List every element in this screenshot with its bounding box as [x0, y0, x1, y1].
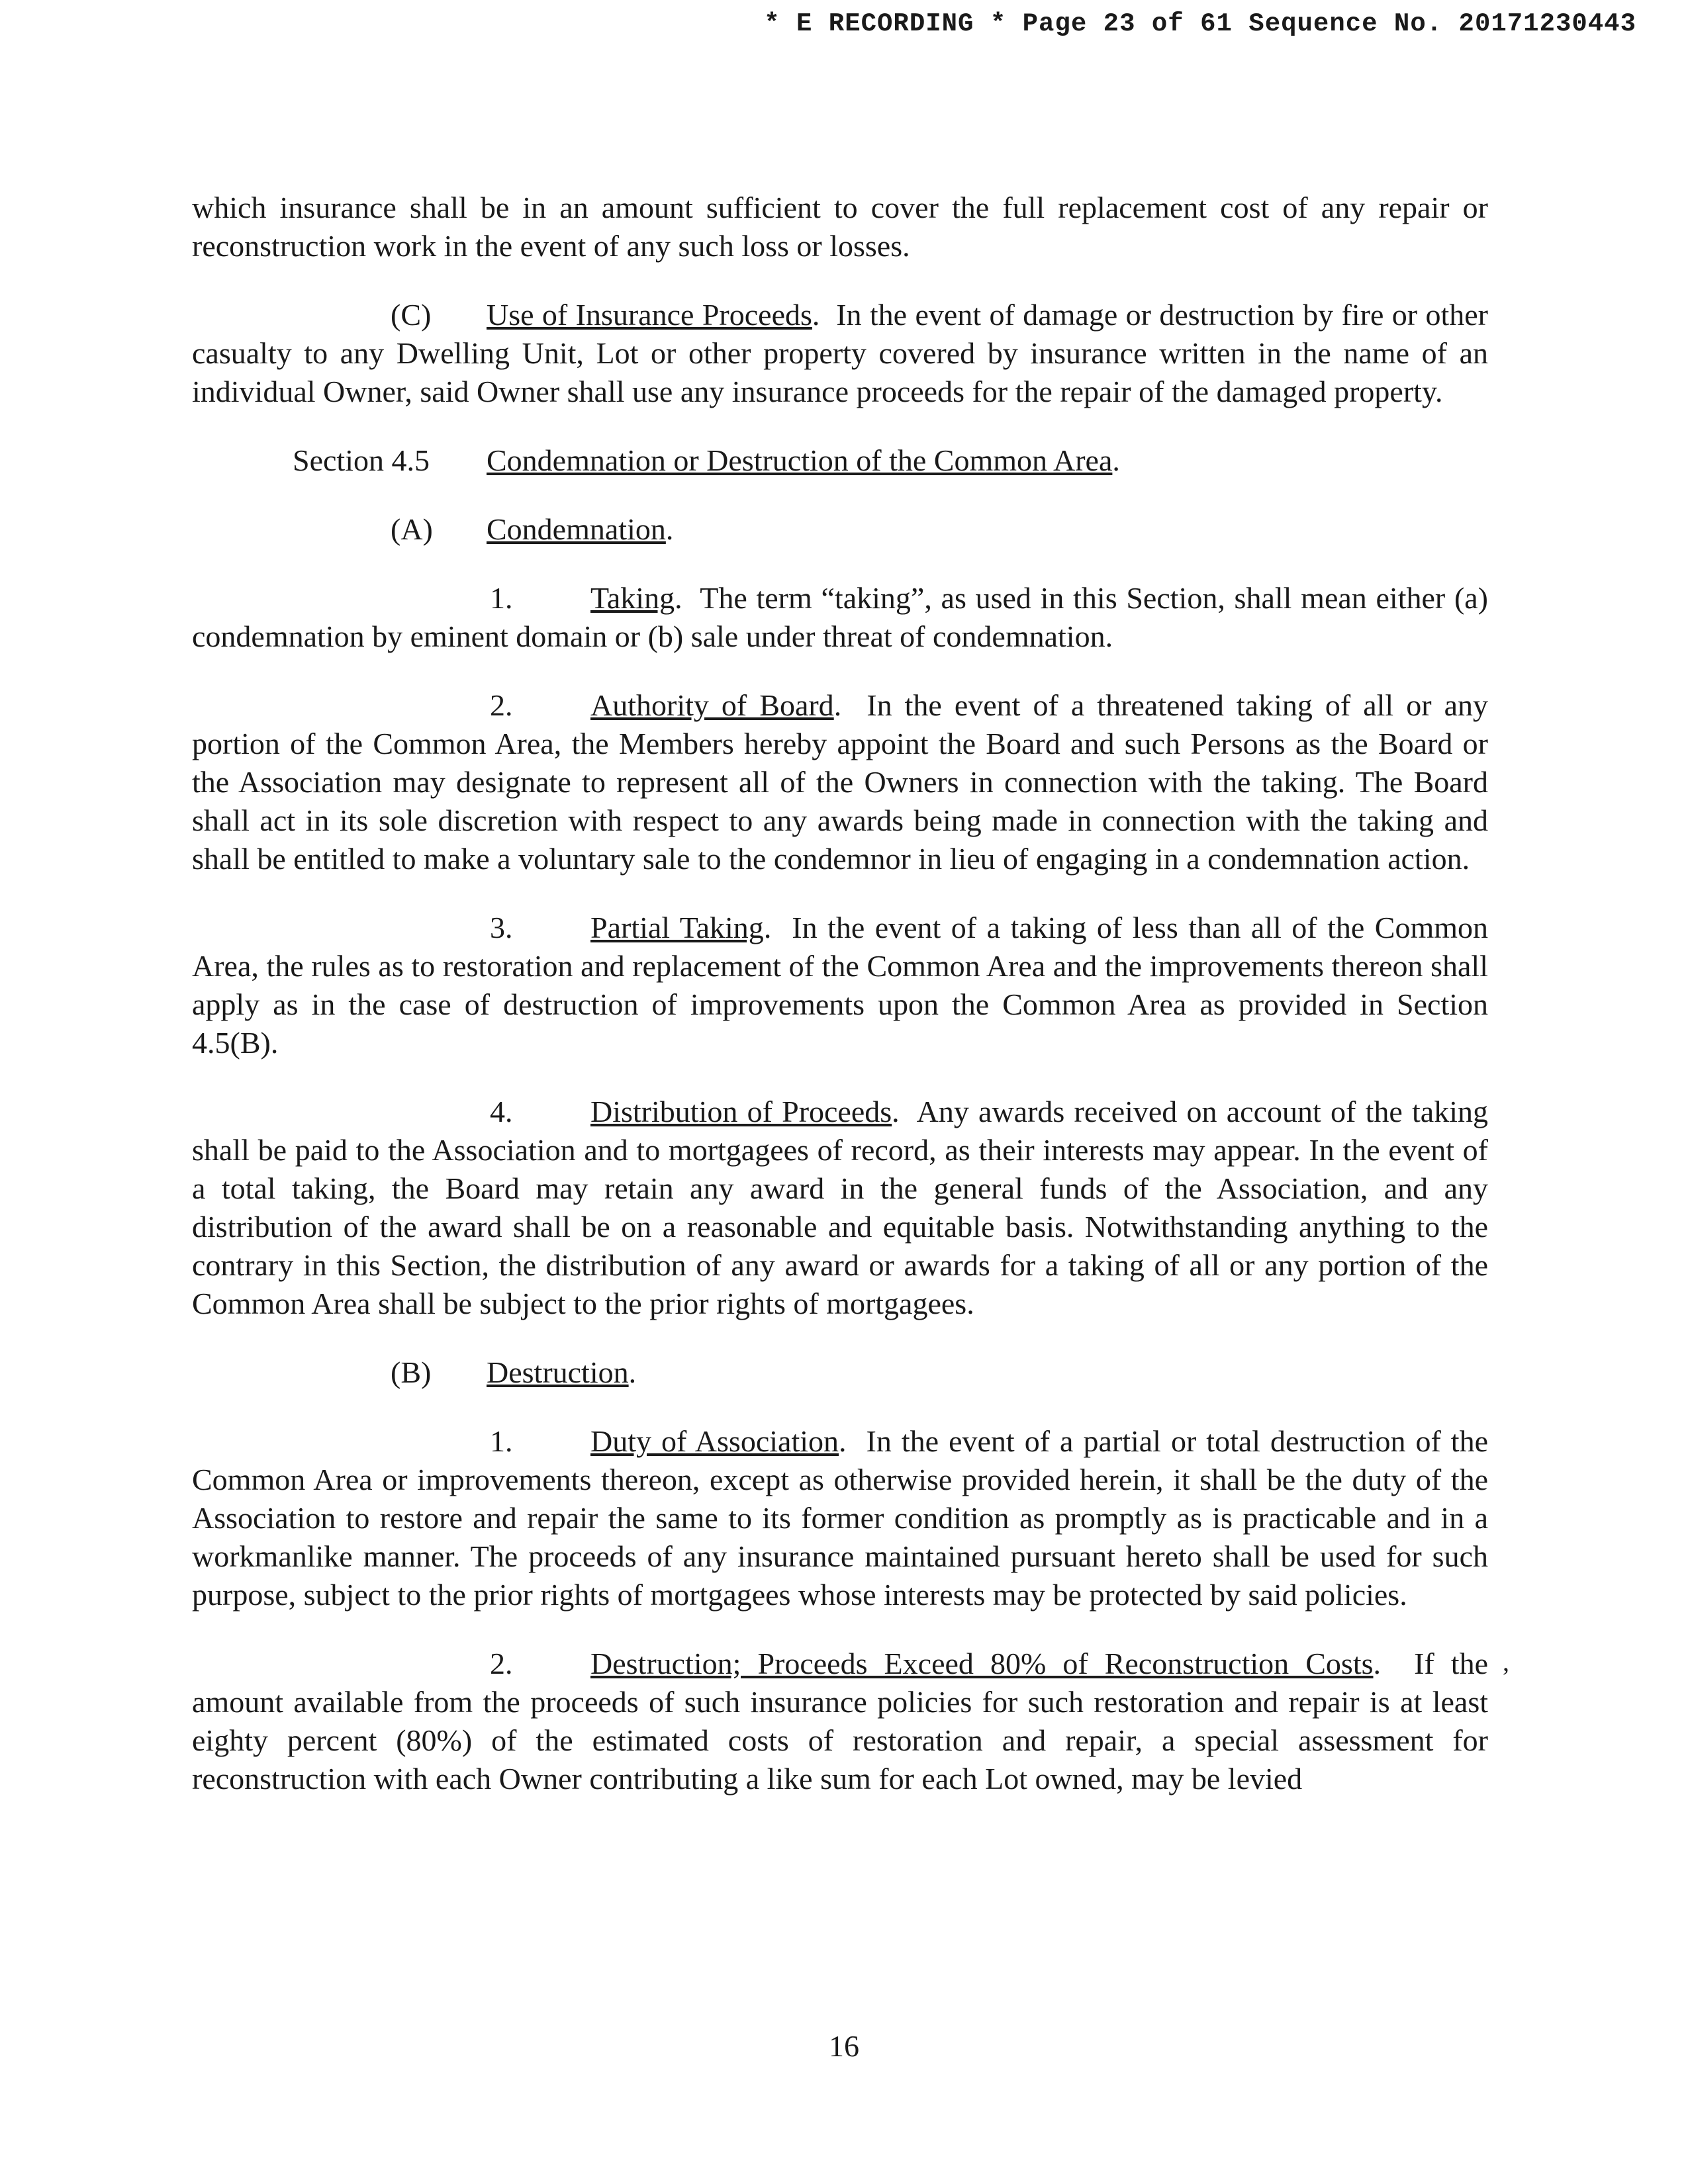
item-b1-title: Duty of Association [590, 1424, 839, 1458]
section-4-5-heading: Section 4.5 Condemnation or Destruction of the Common Area. [192, 441, 1488, 480]
continuation-paragraph: which insurance shall be in an amount sufficient to cover the full replacement cost of any repair or reconstruction work in the event of any such loss or losses. [192, 191, 1488, 263]
item-b1-text: In the event of a partial or total destruction of the Common Area or improvements thereon, except as otherwise provided herein, it shall be the duty of the Association to restore and repair the same to its former condition as promptly as is practicable and in a workmanlike manner. The proceeds of any insurance maintained pursuant hereto shall be used for such purpose, subject to the prior rights of mortgagees whose interests may be protected by said policies. [192, 1424, 1488, 1612]
item-a3-title: Partial Taking [590, 911, 764, 944]
document-body [192, 189, 1488, 1829]
subsection-b-heading: (B) Destruction. [192, 1353, 1488, 1392]
item-a1-taking: 1. Taking. The term “taking”, as used in this Section, shall mean either (a) condemnation by eminent domain or (b) sale under threat of condemnation. [192, 579, 1488, 656]
subsection-a-title: Condemnation [487, 512, 666, 546]
item-b2-title: Destruction; Proceeds Exceed 80% of Reconstruction Costs [590, 1647, 1374, 1680]
item-a1-title: Taking [590, 581, 675, 615]
item-b2-text: If the amount available from the proceeds of such insurance policies for such restoration and repair is at least eighty percent (80%) of the estimated costs of restoration and repair, a special assessment for reconstruction with each Owner contributing a like sum for each Lot owned, may be levied [192, 1647, 1488, 1796]
item-a4-text: Any awards received on account of the taking shall be paid to the Association and to mortgagees of record, as their interests may appear. In the event of a total taking, the Board may retain any award in the general funds of the Association, and any distribution of the award shall be on a reasonable and equitable basis. Notwithstanding anything to the contrary in this Section, the distribution of any award or awards for a taking of all or any portion of the Common Area shall be subject to the prior rights of mortgagees. [192, 1095, 1488, 1320]
item-a2-text: In the event of a threatened taking of all or any portion of the Common Area, the Members hereby appoint the Board and such Persons as the Board or the Association may designate to represent all of the Owners in connection with the taking. The Board shall act in its sole discretion with respect to any awards being made in connection with the taking and shall be entitled to make a voluntary sale to the condemnor in lieu of engaging in a condemnation action. [192, 688, 1489, 876]
recording-stamp: * E RECORDING * Page 23 of 61 Sequence No. 20171230443 [764, 9, 1636, 38]
item-a4-number: 4. [490, 1095, 513, 1128]
section-4-5-number: Section 4.5 [293, 443, 430, 477]
item-a2-authority: 2. Authority of Board. In the event of a threatened taking of all or any portion of the Common Area, the Members hereby appoint the Board and such Persons as the Board or the Association may designate to represent all of the Owners in connection with the taking. The Board shall act in its sole discretion with respect to any awards being made in connection with the taking and shall be entitled to make a voluntary sale to the condemnor in lieu of engaging in a condemnation action. [192, 686, 1488, 878]
subsection-a-number: (A) [391, 512, 433, 546]
item-b1-number: 1. [490, 1424, 513, 1458]
subsection-c-number: (C) [391, 298, 432, 332]
subsection-c-title: Use of Insurance Proceeds [487, 298, 812, 332]
page-number: 16 [829, 2029, 859, 2063]
item-a1-text: The term “taking”, as used in this Section, shall mean either (a) condemnation by eminent domain or (b) sale under threat of condemnation. [192, 581, 1488, 653]
section-4-5-title: Condemnation or Destruction of the Common Area [487, 443, 1113, 477]
subsection-c: (C) Use of Insurance Proceeds. In the event of damage or destruction by fire or other casualty to any Dwelling Unit, Lot or other property covered by insurance written in the name of an individual Owner, said Owner shall use any insurance proceeds for the repair of the damaged property. [192, 296, 1488, 411]
item-a3-text: In the event of a taking of less than all of the Common Area, the rules as to restoration and replacement of the Common Area and the improvements thereon shall apply as in the case of destruction of improvements upon the Common Area as provided in Section 4.5(B). [192, 911, 1489, 1060]
item-b1-duty: 1. Duty of Association. In the event of a partial or total destruction of the Common Area or improvements thereon, except as otherwise provided herein, it shall be the duty of the Association to restore and repair the same to its former condition as promptly as is practicable and in a workmanlike manner. The proceeds of any insurance maintained pursuant hereto shall be used for such purpose, subject to the prior rights of mortgagees whose interests may be protected by said policies. [192, 1422, 1488, 1614]
subsection-c-text: In the event of damage or destruction by fire or other casualty to any Dwelling Unit, Lot or other property covered by insurance written in the name of an individual Owner, said Owner shall use any insurance proceeds for the repair of the damaged property. [192, 298, 1488, 408]
item-a3-partial-taking: 3. Partial Taking. In the event of a taking of less than all of the Common Area, the rules as to restoration and replacement of the Common Area and the improvements thereon shall apply as in the case of destruction of improvements upon the Common Area as provided in Section 4.5(B). [192, 909, 1488, 1062]
item-a1-number: 1. [490, 581, 513, 615]
subsection-a-heading: (A) Condemnation. [192, 510, 1488, 549]
item-b2-number: 2. [490, 1647, 513, 1680]
item-b2-proceeds-exceed: 2. Destruction; Proceeds Exceed 80% of Reconstruction Costs. If the amount available from the proceeds of such insurance policies for such restoration and repair is at least eighty percent (80%) of the estimated costs of restoration and repair, a special assessment for reconstruction with each Owner contributing a like sum for each Lot owned, may be levied [192, 1645, 1488, 1798]
margin-mark: ’ [1501, 1662, 1511, 1692]
item-a2-number: 2. [490, 688, 513, 722]
subsection-b-title: Destruction [487, 1355, 629, 1389]
item-a4-title: Distribution of Proceeds [590, 1095, 892, 1128]
item-a2-title: Authority of Board [590, 688, 834, 722]
item-a3-number: 3. [490, 911, 513, 944]
subsection-b-number: (B) [391, 1355, 432, 1389]
item-a4-distribution: 4. Distribution of Proceeds. Any awards received on account of the taking shall be paid to the Association and to mortgagees of record, as their interests may appear. In the event of a total taking, the Board may retain any award in the general funds of the Association, and any distribution of the award shall be on a reasonable and equitable basis. Notwithstanding anything to the contrary in this Section, the distribution of any award or awards for a taking of all or any portion of the Common Area shall be subject to the prior rights of mortgagees. [192, 1093, 1488, 1323]
